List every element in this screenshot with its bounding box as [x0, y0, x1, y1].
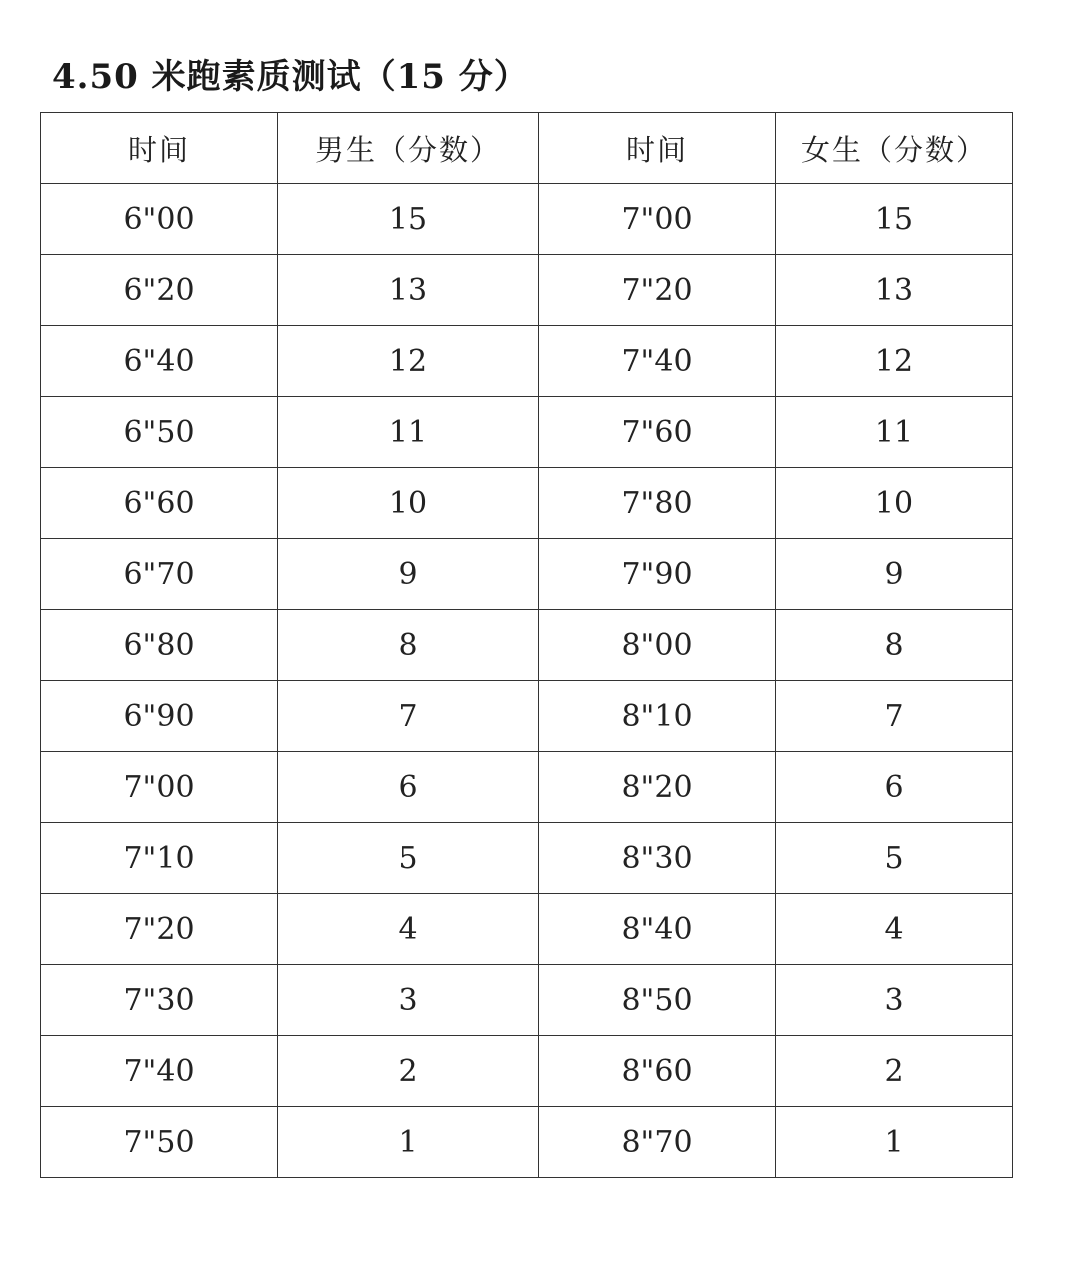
female-time-cell: 7"60 — [539, 397, 776, 468]
table-body — [41, 184, 1013, 1178]
male-time-cell: 7"50 — [41, 1107, 278, 1178]
page-title: 4.50 米跑素质测试（15 分） — [52, 57, 529, 97]
male-score-cell: 11 — [278, 397, 539, 468]
female-score-cell: 11 — [776, 397, 1013, 468]
table-row — [41, 823, 1013, 894]
female-time-cell: 8"20 — [539, 752, 776, 823]
table-row — [41, 681, 1013, 752]
table-row — [41, 1107, 1013, 1178]
male-time-cell: 7"30 — [41, 965, 278, 1036]
table-row — [41, 468, 1013, 539]
male-time-cell: 6"50 — [41, 397, 278, 468]
male-score-cell: 13 — [278, 255, 539, 326]
male-score-cell: 3 — [278, 965, 539, 1036]
male-time-cell: 6"40 — [41, 326, 278, 397]
female-time-cell: 8"70 — [539, 1107, 776, 1178]
table-row — [41, 184, 1013, 255]
table-header-row — [41, 113, 1013, 184]
table-row — [41, 894, 1013, 965]
table-row — [41, 397, 1013, 468]
score-table — [40, 112, 1013, 1178]
female-score-cell: 8 — [776, 610, 1013, 681]
female-time-cell: 7"90 — [539, 539, 776, 610]
female-score-cell: 10 — [776, 468, 1013, 539]
female-time-cell: 7"00 — [539, 184, 776, 255]
female-time-cell: 8"00 — [539, 610, 776, 681]
header-female-time: 时间 — [539, 113, 776, 184]
male-time-cell: 6"60 — [41, 468, 278, 539]
female-time-cell: 8"60 — [539, 1036, 776, 1107]
table-row — [41, 326, 1013, 397]
female-score-cell: 7 — [776, 681, 1013, 752]
male-time-cell: 7"20 — [41, 894, 278, 965]
male-score-cell: 15 — [278, 184, 539, 255]
male-score-cell: 7 — [278, 681, 539, 752]
female-time-cell: 7"20 — [539, 255, 776, 326]
male-score-cell: 5 — [278, 823, 539, 894]
header-male-time: 时间 — [41, 113, 278, 184]
male-time-cell: 6"80 — [41, 610, 278, 681]
female-time-cell: 7"80 — [539, 468, 776, 539]
male-score-cell: 9 — [278, 539, 539, 610]
female-score-cell: 5 — [776, 823, 1013, 894]
male-score-cell: 4 — [278, 894, 539, 965]
female-time-cell: 7"40 — [539, 326, 776, 397]
female-score-cell: 13 — [776, 255, 1013, 326]
header-female-score: 女生（分数） — [776, 113, 1013, 184]
female-score-cell: 6 — [776, 752, 1013, 823]
male-score-cell: 8 — [278, 610, 539, 681]
male-score-cell: 10 — [278, 468, 539, 539]
male-time-cell: 7"40 — [41, 1036, 278, 1107]
male-time-cell: 7"00 — [41, 752, 278, 823]
female-time-cell: 8"30 — [539, 823, 776, 894]
male-time-cell: 6"00 — [41, 184, 278, 255]
female-time-cell: 8"10 — [539, 681, 776, 752]
female-score-cell: 15 — [776, 184, 1013, 255]
table-row — [41, 965, 1013, 1036]
female-time-cell: 8"40 — [539, 894, 776, 965]
male-score-cell: 6 — [278, 752, 539, 823]
male-time-cell: 7"10 — [41, 823, 278, 894]
female-score-cell: 3 — [776, 965, 1013, 1036]
female-score-cell: 4 — [776, 894, 1013, 965]
male-score-cell: 2 — [278, 1036, 539, 1107]
header-male-score: 男生（分数） — [278, 113, 539, 184]
male-time-cell: 6"90 — [41, 681, 278, 752]
table-row — [41, 539, 1013, 610]
female-score-cell: 12 — [776, 326, 1013, 397]
table-row — [41, 1036, 1013, 1107]
female-score-cell: 1 — [776, 1107, 1013, 1178]
table-row — [41, 752, 1013, 823]
female-score-cell: 9 — [776, 539, 1013, 610]
table-row — [41, 610, 1013, 681]
male-time-cell: 6"20 — [41, 255, 278, 326]
male-score-cell: 1 — [278, 1107, 539, 1178]
male-time-cell: 6"70 — [41, 539, 278, 610]
female-score-cell: 2 — [776, 1036, 1013, 1107]
male-score-cell: 12 — [278, 326, 539, 397]
table-row — [41, 255, 1013, 326]
female-time-cell: 8"50 — [539, 965, 776, 1036]
